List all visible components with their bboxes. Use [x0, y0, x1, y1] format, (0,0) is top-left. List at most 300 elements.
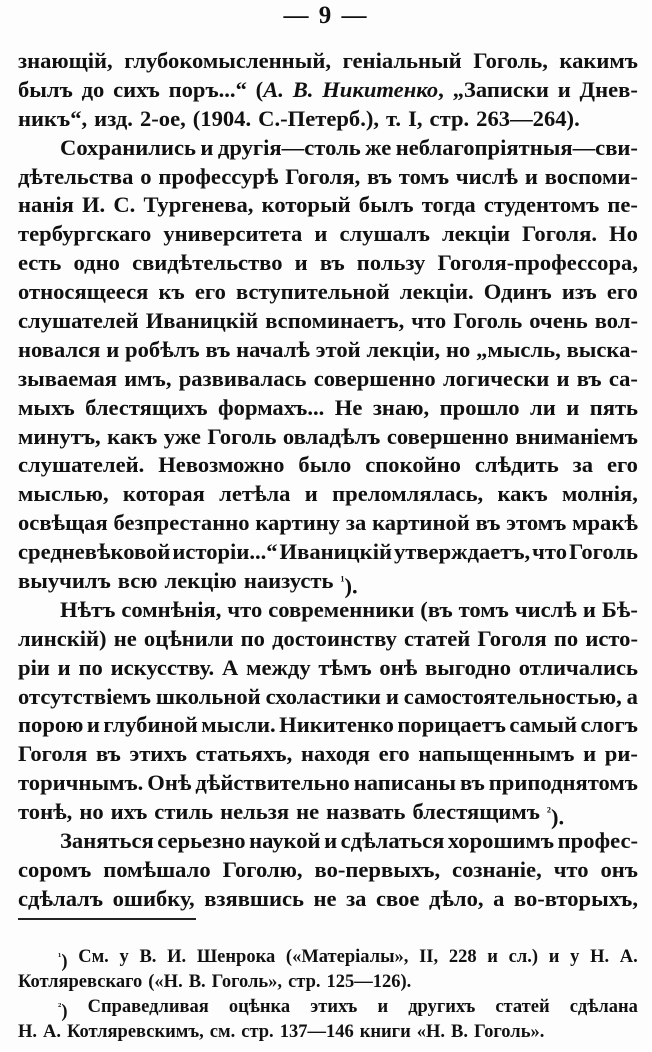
word: тербургскаго [18, 221, 152, 247]
word: началѣ [236, 336, 310, 362]
word: 2-ое, [139, 105, 186, 131]
word: современники [268, 596, 415, 622]
word: совершенно [386, 423, 509, 449]
word: университета [163, 221, 303, 247]
text-line [18, 365, 638, 394]
word: Гоголя [477, 625, 547, 651]
word: студентомъ [483, 192, 600, 218]
word: сознаніе, [452, 856, 542, 882]
word: спокойно [365, 452, 461, 478]
word: свое [376, 885, 420, 911]
word: (А. [255, 76, 284, 102]
word: книги [359, 1022, 411, 1042]
text-line [18, 596, 638, 625]
word: Гоголь [453, 308, 523, 334]
word: статей [404, 625, 471, 651]
word: В. [292, 76, 314, 102]
word: и [557, 76, 571, 102]
word: назвать [326, 799, 406, 825]
word: Иваницкій [145, 308, 259, 334]
word: молнія, [561, 481, 638, 507]
word: его [606, 279, 638, 305]
word: не [313, 885, 337, 911]
word: напыщеннымъ [418, 741, 575, 767]
word: знающій, [18, 48, 113, 73]
word: сомнѣнія, [121, 596, 222, 622]
word: Гоголь». [473, 1022, 545, 1042]
word: выгодно [425, 654, 512, 680]
word: былъ [358, 192, 414, 218]
word: сл.) [508, 947, 539, 967]
text-line [18, 336, 638, 365]
word: находя [300, 741, 370, 767]
word: какъ [497, 481, 548, 507]
word: Гоголя [18, 741, 88, 767]
word: сдѣлаться [340, 828, 445, 854]
text-line [18, 191, 638, 220]
word: изъ [561, 279, 597, 305]
word: Котляревскимъ, [67, 1022, 204, 1042]
word: тогда [421, 192, 476, 218]
word: знаю, [372, 394, 430, 420]
word: написаны [353, 770, 457, 796]
word: и [582, 596, 596, 622]
word: Гоголя. [522, 221, 597, 247]
word: этихъ [129, 741, 187, 767]
word: былъ [18, 76, 73, 102]
word: къ [158, 279, 185, 305]
text-line [18, 856, 638, 885]
footnote-1 [18, 945, 638, 995]
word: изд. [94, 105, 133, 131]
word: по [553, 625, 579, 651]
word: дѣйствительно [195, 770, 350, 796]
word: онъ [600, 856, 638, 882]
word: не [296, 799, 320, 825]
word: Гоголя-профессора, [437, 250, 638, 276]
word: Не [334, 394, 363, 420]
word: лекцію [164, 568, 237, 594]
word: оцѣнили [143, 625, 234, 651]
word: статьяхъ, [195, 741, 293, 767]
word: линскій) [18, 625, 107, 651]
word: Гоголь», [211, 972, 283, 992]
word: наизусть [243, 568, 334, 594]
word: и [487, 947, 498, 967]
text-line [18, 711, 638, 740]
footnote-divider [18, 918, 196, 920]
word: который [261, 192, 351, 218]
word: са- [608, 365, 638, 391]
word: по [78, 654, 103, 680]
footnotes [18, 945, 638, 1045]
word: Заняться [60, 828, 154, 854]
word: 228 [448, 947, 477, 967]
word: $^{^2}$) [58, 1001, 68, 1023]
word: во-вторыхъ, [513, 885, 638, 911]
text-line [18, 769, 638, 798]
word: какъ [107, 423, 158, 449]
word: глубиной [103, 712, 198, 738]
word: у [570, 947, 580, 967]
word: средневѣковой [18, 539, 171, 565]
word: но [445, 336, 471, 362]
word: серьезно [157, 828, 246, 854]
word: у [119, 947, 129, 967]
word: стиль [154, 799, 214, 825]
word: слѣдить [474, 452, 559, 478]
word: Гоголю, [222, 856, 303, 882]
word: утверждаетъ, [393, 539, 531, 565]
word: по [240, 625, 265, 651]
word: и [324, 828, 338, 854]
word: и [86, 712, 100, 738]
text-line [18, 105, 638, 134]
word: ріи [18, 654, 50, 680]
word: $^{^2}$). [546, 804, 565, 830]
word: и [294, 250, 308, 276]
text-line [18, 76, 638, 105]
word: достоинству [272, 625, 397, 651]
word: статей [495, 997, 550, 1017]
word: въ [576, 365, 602, 391]
word: летѣла [219, 481, 291, 507]
word: сдѣлана [569, 997, 638, 1017]
word: Котляревскаго [18, 972, 143, 992]
word: Никитенко, [322, 76, 444, 102]
word: лекціи [441, 221, 510, 247]
word: лекціи. [399, 279, 474, 305]
word: С.-Петерб.), [258, 105, 380, 131]
word: школьной [155, 683, 261, 709]
word: въ [367, 163, 392, 189]
word: что [411, 308, 447, 334]
word: во-первыхъ, [314, 856, 441, 882]
word: и [377, 997, 389, 1017]
word: другія—столь [217, 134, 361, 160]
word: совершенно [313, 365, 436, 391]
word: С. [113, 192, 136, 218]
word: искусству. [110, 654, 215, 680]
word: порою [18, 712, 84, 738]
word: числѣ [455, 163, 518, 189]
word: въ [460, 770, 485, 796]
text-line [18, 654, 638, 683]
word: а [493, 885, 505, 911]
word: пять [589, 394, 638, 420]
word: и [548, 947, 560, 967]
page-number: — 9 — [283, 2, 369, 29]
text-line [18, 423, 638, 452]
text-line [18, 307, 638, 336]
word: его [606, 452, 638, 478]
word: нельзя [220, 799, 290, 825]
word: соромъ [18, 856, 92, 882]
paragraph [18, 596, 638, 830]
word: уже [163, 423, 201, 449]
word: II, [419, 947, 439, 967]
word: тонѣ, [18, 799, 73, 825]
word: См. [78, 947, 109, 967]
text-line [18, 480, 638, 509]
text-line [18, 798, 638, 830]
word: Н. [18, 1022, 38, 1042]
word: развивалась [178, 365, 307, 391]
word: какимъ [559, 48, 638, 73]
text-line [18, 451, 638, 480]
word: тѣмъ [318, 654, 372, 680]
word: Тургенева, [143, 192, 254, 218]
word: мысли. [201, 712, 276, 738]
word: блестящимъ [412, 799, 540, 825]
word: (1904. [192, 105, 252, 131]
word: Онѣ [147, 770, 192, 796]
word: безпрестанно [113, 510, 250, 536]
word: («Матеріалы», [285, 947, 409, 967]
word: мракѣ [572, 510, 638, 536]
word: этихъ [310, 997, 358, 1017]
word: ли [530, 394, 556, 420]
word: сдѣлалъ [18, 885, 104, 911]
word: стр. [288, 972, 321, 992]
word: числѣ [514, 596, 577, 622]
word: другихъ [408, 997, 476, 1017]
word: приподнятомъ [488, 770, 638, 796]
word: Гоголь [207, 423, 277, 449]
word: относящееся [18, 279, 149, 305]
word: Гоголь [568, 539, 638, 565]
word: его [378, 741, 410, 767]
word: зываемая [18, 365, 118, 391]
word: Бѣ- [601, 596, 638, 622]
text-line [18, 625, 638, 654]
word: Гоголя, [285, 163, 361, 189]
word: новался [18, 336, 101, 362]
word: ошибку, [112, 885, 195, 911]
word: ри- [604, 741, 638, 767]
word: Никитенко [279, 712, 394, 738]
word: что [532, 539, 567, 565]
word: въ [319, 250, 345, 276]
word: самый [509, 712, 578, 738]
word: Невозможно [158, 452, 285, 478]
word: I, [408, 105, 423, 131]
word: и [556, 365, 570, 391]
word: и [106, 336, 120, 362]
text-line [18, 134, 638, 163]
footnote-2 [18, 995, 638, 1045]
word: картину [255, 510, 341, 536]
word: въ [475, 510, 501, 536]
word: онѣ [379, 654, 418, 680]
word: Но [609, 221, 638, 247]
text-line [18, 885, 638, 914]
word: торичнымъ. [18, 770, 144, 796]
word: томъ [398, 163, 450, 189]
word: А. [43, 1022, 62, 1042]
word: глубокомысленный, [124, 48, 332, 73]
body-text [18, 47, 638, 914]
word: стр. [429, 105, 470, 131]
word: о [140, 163, 152, 189]
word: И. [81, 192, 106, 218]
word: имъ, [124, 365, 172, 391]
word: выучилъ [18, 568, 111, 594]
word: слушалъ [339, 221, 430, 247]
word: очень [529, 308, 588, 334]
text-line [18, 567, 638, 599]
word: минутъ, [18, 423, 101, 449]
word: формахъ... [218, 394, 325, 420]
word: схоластики [265, 683, 381, 709]
word: но [79, 799, 104, 825]
word: 263—264). [476, 105, 580, 131]
word: же [365, 134, 392, 160]
word: его [194, 279, 226, 305]
word: профес- [557, 828, 638, 854]
word: А. [619, 947, 638, 967]
word: стр. [241, 1022, 274, 1042]
word: см. [209, 1022, 236, 1042]
word: что [227, 596, 263, 622]
word: Гоголь, [473, 48, 548, 73]
word: дѣло, [428, 885, 484, 911]
word: пе- [607, 192, 638, 218]
word: мыслью, [18, 481, 109, 507]
word: „мысль, [476, 336, 561, 362]
word: наукой [249, 828, 321, 854]
text-line [18, 163, 638, 192]
word: самостоятельностью, [403, 683, 622, 709]
word: и [314, 221, 328, 247]
word: и [583, 741, 597, 767]
word: воспоми- [544, 163, 638, 189]
word: за [346, 885, 367, 911]
word: свидѣтельство [132, 250, 283, 276]
text-line [18, 278, 638, 307]
word: В. [451, 1022, 468, 1042]
word: исторіи...“ [172, 539, 278, 565]
word: пользу [356, 250, 426, 276]
word: слушателей [18, 308, 139, 334]
word: и [57, 654, 71, 680]
word: ихъ [110, 799, 148, 825]
word: картиной [372, 510, 470, 536]
word: и [524, 163, 538, 189]
word: помѣшало [103, 856, 211, 882]
word: Шенрока [196, 947, 276, 967]
word: вспоминаетъ, [265, 308, 405, 334]
word: всю [117, 568, 158, 594]
word: и [385, 683, 399, 709]
word: мыхъ [18, 394, 75, 420]
word: Днев- [579, 76, 638, 102]
word: Справедливая [87, 997, 209, 1017]
word: между [246, 654, 311, 680]
word: неблагопріятныя—сви- [395, 134, 638, 160]
word: преломлялась, [332, 481, 484, 507]
word: одно [73, 250, 120, 276]
word: освѣщая [18, 510, 108, 536]
text-line [18, 249, 638, 278]
word: вол- [594, 308, 638, 334]
word: $^{^1}$). [340, 573, 358, 599]
word: и [304, 481, 318, 507]
word: лекціи, [366, 336, 441, 362]
footnote-line [18, 945, 638, 973]
word: логически [442, 365, 550, 391]
paragraph [18, 47, 638, 134]
word: нанія [18, 192, 74, 218]
text-line [18, 47, 638, 76]
text-line [18, 394, 638, 423]
footnote-line [18, 970, 638, 995]
text-line [18, 220, 638, 249]
footnote-line [18, 995, 638, 1023]
word: отсутствіемъ [18, 683, 151, 709]
word: есть [18, 250, 62, 276]
word: робѣлъ [125, 336, 200, 362]
word: Сохранились [60, 134, 196, 160]
word: В. [139, 947, 157, 967]
word: что [553, 856, 589, 882]
word: выска- [566, 336, 638, 362]
word: и [566, 394, 580, 420]
word: этомъ [506, 510, 567, 536]
word: исто- [585, 625, 638, 651]
word: дѣтельства [18, 163, 134, 189]
word: Н. [590, 947, 610, 967]
word: прошло [439, 394, 520, 420]
word: слогъ [580, 712, 638, 738]
word: И. [167, 947, 187, 967]
word: вступительной [236, 279, 390, 305]
word: взявшись [204, 885, 304, 911]
word: поръ...“ [168, 76, 247, 102]
word: Иваницкій [279, 539, 392, 565]
word: слушателей. [18, 452, 145, 478]
word: въ [205, 336, 231, 362]
word: никъ“, [18, 105, 88, 131]
word: и [200, 134, 214, 160]
word: геніальный [342, 48, 462, 73]
word: «Н. [416, 1022, 445, 1042]
word: томъ [458, 596, 509, 622]
text-line [18, 740, 638, 769]
paragraph [18, 827, 638, 914]
word: этой [315, 336, 361, 362]
word: В. [188, 972, 206, 992]
word: до [81, 76, 105, 102]
word: порицаетъ [397, 712, 506, 738]
word: 137—146 [279, 1022, 354, 1042]
word: А [221, 654, 239, 680]
word: оцѣнка [228, 997, 291, 1017]
word: отличались [518, 654, 638, 680]
word: а [626, 683, 638, 709]
word: («Н. [148, 972, 183, 992]
word: (въ [420, 596, 453, 622]
paragraph [18, 134, 638, 599]
word: Одинъ [483, 279, 552, 305]
word: не [113, 625, 137, 651]
word: т. [386, 105, 402, 131]
word: Нѣтъ [60, 596, 116, 622]
word: вниманіемъ [515, 423, 638, 449]
word: за [572, 452, 593, 478]
word: овладѣлъ [282, 423, 381, 449]
text-line [18, 827, 638, 856]
